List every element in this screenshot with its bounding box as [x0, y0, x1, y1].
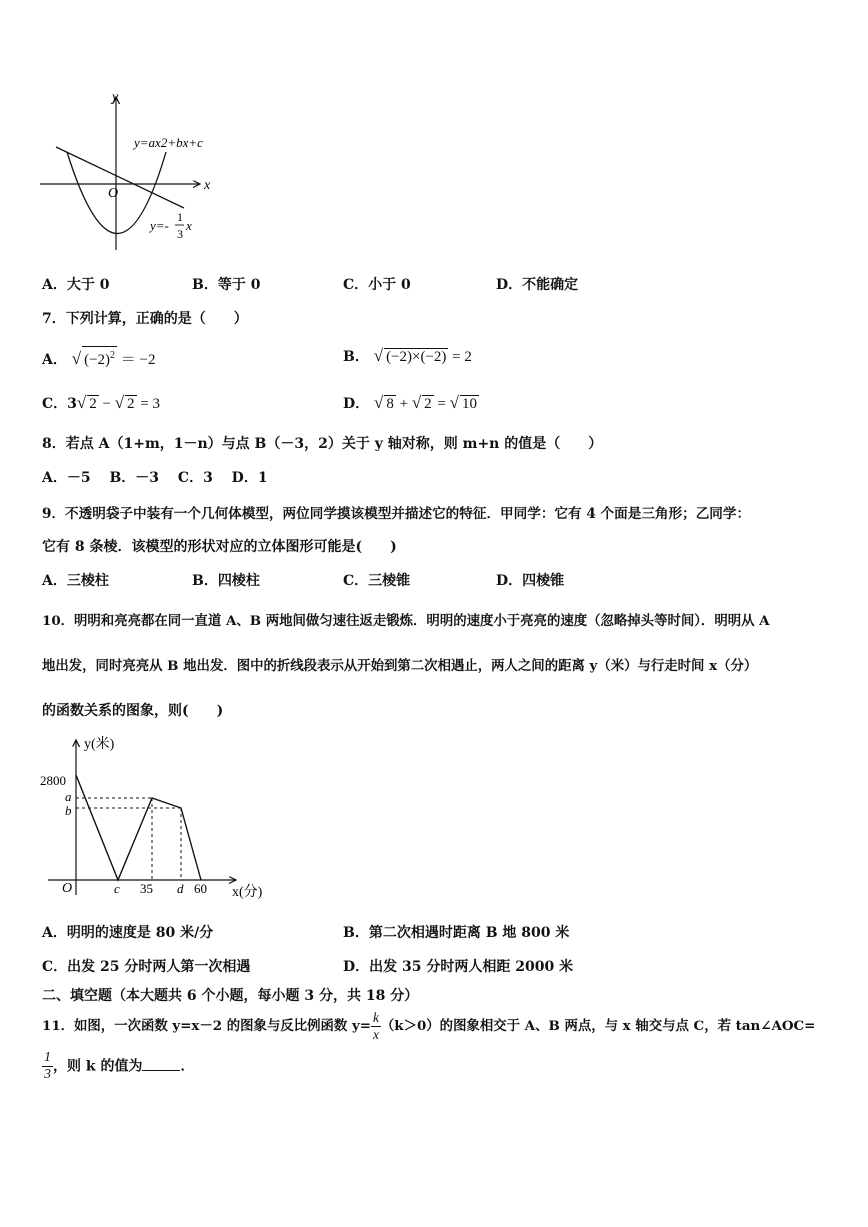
q8-stem: 8．若点 A（1+m，1－n）与点 B（－3，2）关于 y 轴对称，则 m+n 的值是（ ） — [42, 436, 603, 452]
q10-line2: 地出发，同时亮亮从 B 地出发．图中的折线段表示从开始到第二次相遇止，两人之间的距离 y（米）与行走时间 x（分） — [42, 658, 758, 674]
q7-option-a — [42, 346, 156, 369]
q7-option-b — [343, 346, 472, 366]
q10-polyline — [76, 775, 201, 880]
q7-c-rad1: 2 — [89, 396, 97, 412]
q10-y-axis-label: y(米) — [84, 737, 115, 752]
q7-d-expr: √ 8 + √ 2 = √ 10 — [374, 393, 477, 412]
q10-option-b: B．第二次相遇时距离 B 地 800 米 — [343, 925, 570, 941]
q6-graph — [30, 85, 240, 255]
q10-xtick-60: 60 — [194, 881, 207, 896]
q6-line-label-num: 1 — [177, 210, 183, 224]
q7-c-mid: − — [102, 396, 111, 412]
q11-frac-one-third — [42, 1050, 53, 1083]
q7-b-expr: √ (−2)×(−2) = 2 — [373, 346, 472, 365]
q10-option-c: C．出发 25 分时两人第一次相遇 — [42, 959, 251, 975]
q7-a-rad: (−2) — [84, 352, 111, 368]
q11-frac2-den: 3 — [44, 1067, 51, 1082]
q6-line-label-den: 3 — [177, 227, 183, 241]
q9-line1: 9．不透明袋子中装有一个几何体模型，两位同学摸该模型并描述它的特征．甲同学：它有 4 个面是三角形；乙同学： — [42, 506, 751, 522]
q6-option-a: A．大于 0 — [42, 277, 110, 293]
q6-y-label: y — [112, 90, 119, 105]
q6-x-label: x — [204, 178, 211, 193]
q11-frac-k-over-x — [371, 1010, 381, 1043]
q7-d-mid: + — [399, 396, 409, 412]
q6-line-label-prefix: y=- — [150, 218, 169, 233]
q10-xtick-c: c — [114, 881, 120, 896]
q7-stem: 7．下列计算，正确的是（ ） — [42, 311, 248, 327]
section-2-heading: 二、填空题（本大题共 6 个小题，每小题 3 分，共 18 分） — [42, 988, 419, 1004]
q6-option-c: C．小于 0 — [343, 277, 411, 293]
q10-origin-label: O — [62, 881, 73, 896]
q7-c-expr: √ 2 − √ 2 = 3 — [76, 393, 161, 412]
q9-option-b: B．四棱柱 — [192, 573, 260, 589]
q7-c-rest: = 3 — [140, 396, 161, 412]
q10-graph — [36, 730, 286, 905]
q6-origin-label: O — [108, 186, 119, 201]
q7-c-rad2: 2 — [127, 396, 135, 412]
q10-xtick-d: d — [177, 881, 184, 896]
q9-option-a: A．三棱柱 — [42, 573, 109, 589]
q6-parabola-label: y=ax2+bx+c — [134, 135, 203, 150]
q7-a-label: A． — [42, 352, 67, 368]
q10-ytick-a: a — [65, 789, 72, 804]
q7-b-label: B． — [343, 349, 369, 365]
q7-option-d — [343, 393, 479, 413]
q11-frac-num: k — [372, 1010, 379, 1025]
q11-line1 — [42, 1010, 815, 1043]
q10-option-a: A．明明的速度是 80 米/分 — [42, 925, 214, 941]
q7-d-eq: = — [437, 396, 446, 412]
q9-option-c: C．三棱锥 — [343, 573, 411, 589]
q10-ytick-2800: 2800 — [40, 773, 66, 788]
q9-line2: 它有 8 条棱．该模型的形状对应的立体图形可能是( ) — [42, 539, 397, 555]
q7-a-rest: ＝ −2 — [120, 352, 156, 368]
q7-b-rad: (−2)×(−2) — [386, 349, 447, 365]
q7-d-rad1: 8 — [386, 396, 394, 412]
q6-option-b: B．等于 0 — [192, 277, 261, 293]
q6-line-label-var: x — [186, 218, 192, 233]
q7-d-rad3: 10 — [461, 396, 477, 412]
q7-option-c — [42, 393, 160, 413]
q9-option-d: D．四棱锥 — [496, 573, 565, 589]
q7-b-rest: = 2 — [452, 349, 472, 365]
q10-line1: 10．明明和亮亮都在同一直道 A、B 两地间做匀速往返走锻炼．明明的速度小于亮亮的速度（忽略掉头等时间）．明明从 A — [42, 613, 770, 629]
q10-option-d: D．出发 35 分时两人相距 2000 米 — [343, 959, 574, 975]
q11-part3: ，则 k 的值为 — [53, 1058, 143, 1075]
q11-part1: 11．如图，一次函数 y=x－2 的图象与反比例函数 y= — [42, 1018, 371, 1034]
q11-line2 — [42, 1050, 194, 1083]
q10-ytick-b: b — [65, 803, 72, 818]
q7-a-exp: 2 — [110, 350, 116, 361]
q6-option-d: D．不能确定 — [496, 277, 579, 293]
q11-answer-blank[interactable] — [142, 1058, 180, 1071]
q11-frac2-num: 1 — [44, 1050, 51, 1065]
q7-c-label: C．3 — [42, 396, 77, 412]
q11-part4: ． — [180, 1058, 195, 1075]
q10-line3: 的函数关系的图象，则( ) — [42, 703, 224, 719]
q7-d-label: D． — [343, 396, 370, 412]
q10-x-axis-label: x(分) — [232, 885, 263, 900]
q7-a-expr: √ $(-2)^2 = -2$ — [72, 352, 156, 368]
q8-options: A．－5 B．－3 C．3 D．1 — [42, 470, 268, 486]
q10-xtick-35: 35 — [140, 881, 153, 896]
q7-d-rad2: 2 — [424, 396, 432, 412]
q11-frac-den: x — [372, 1027, 379, 1042]
q11-part2: （k＞0）的图象相交于 A、B 两点，与 x 轴交与点 C，若 tan∠AOC= — [380, 1018, 816, 1034]
